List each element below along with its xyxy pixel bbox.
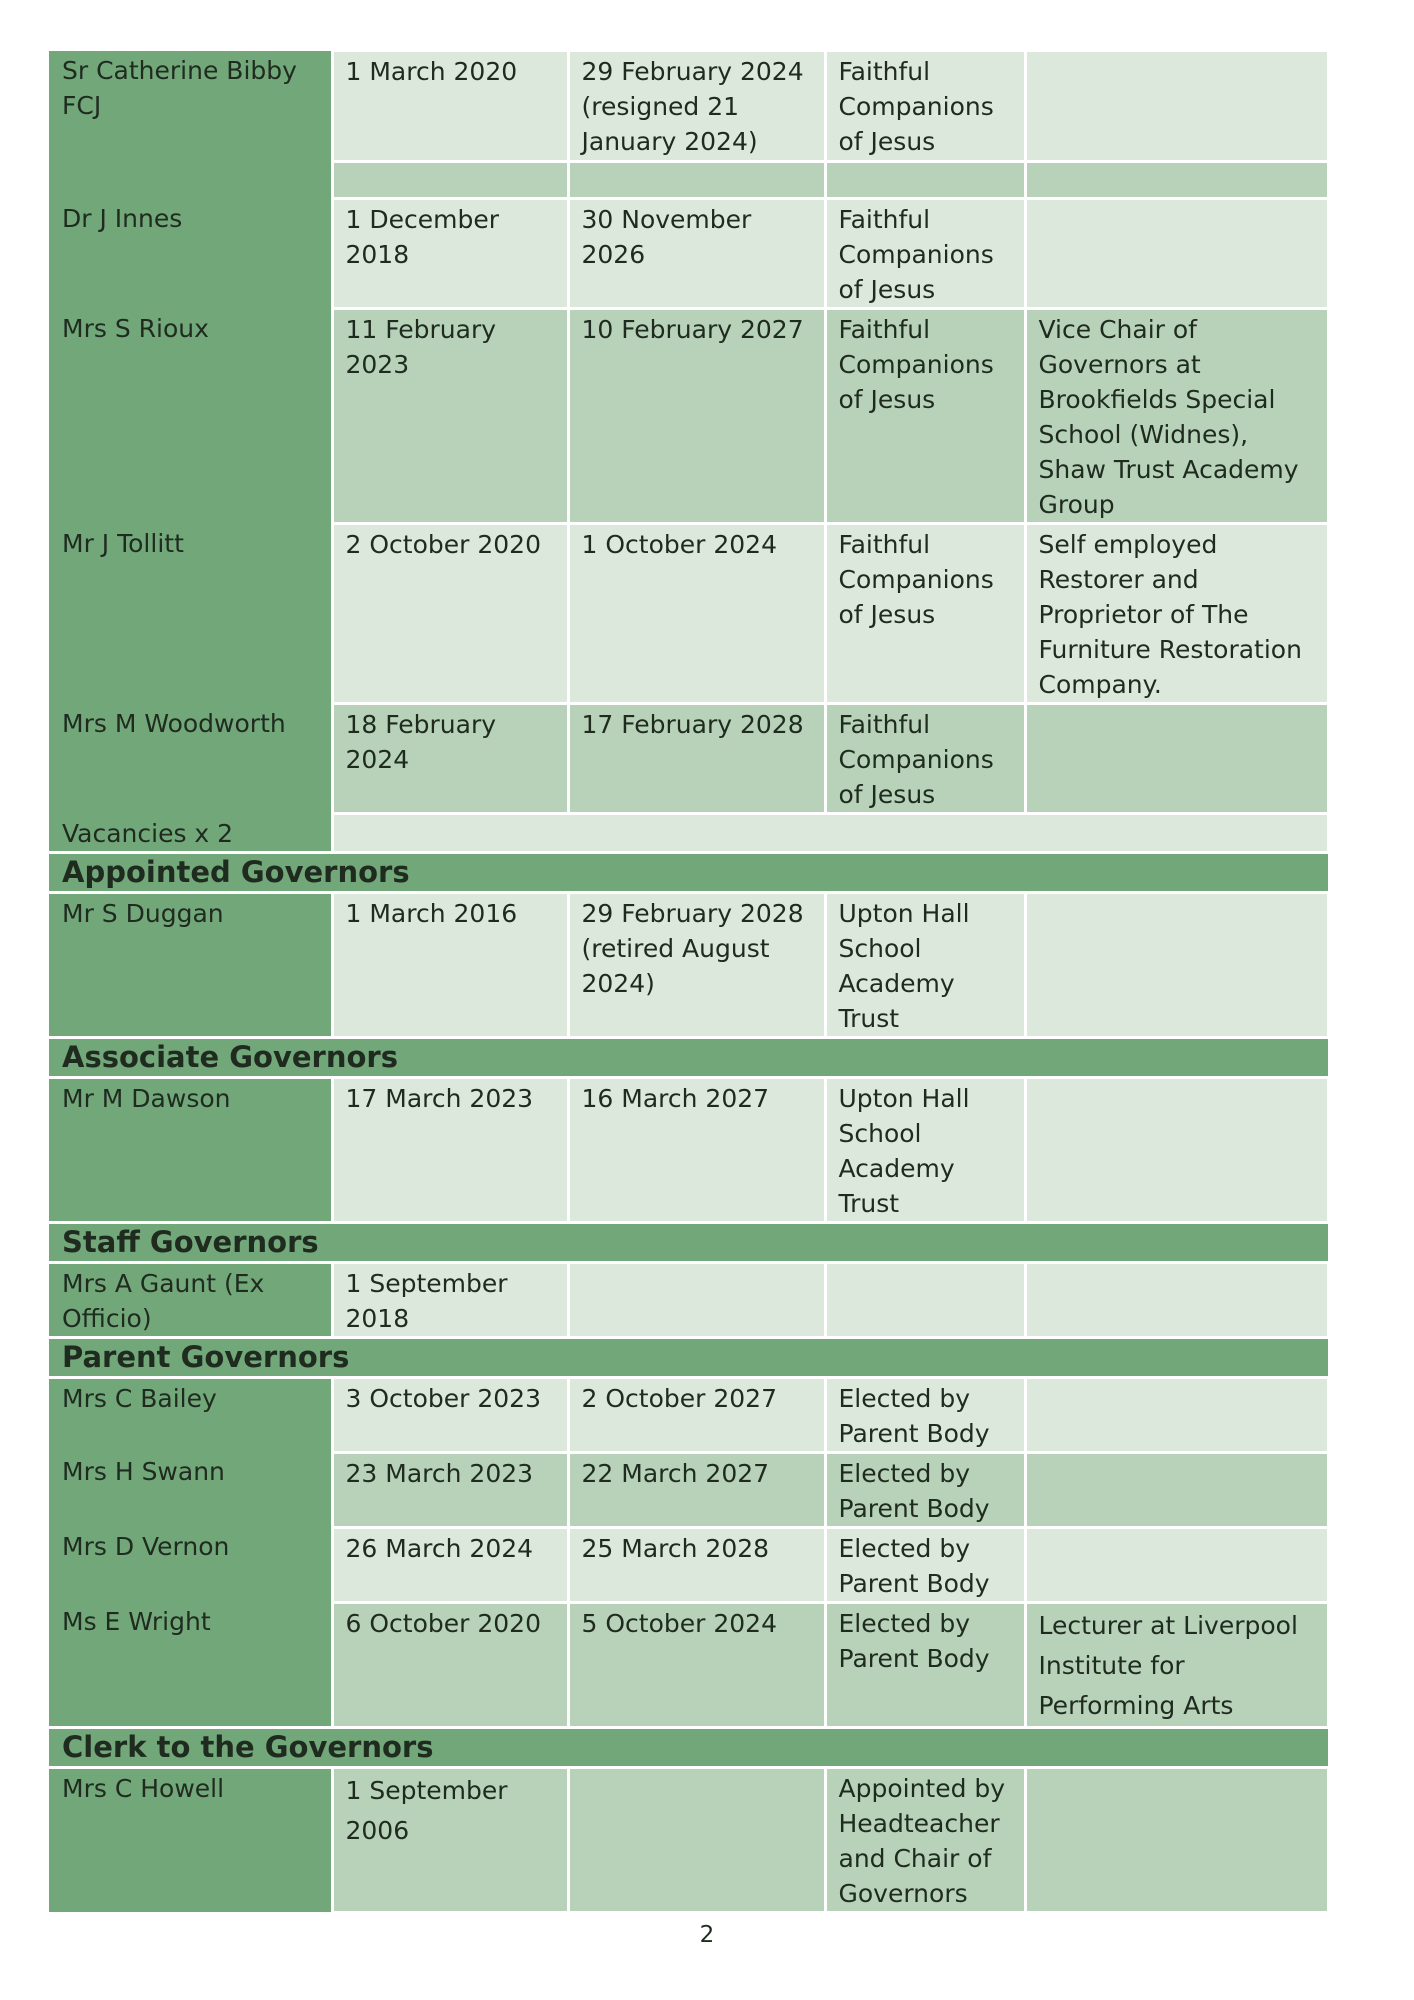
section-title: Parent Governors [49, 1337, 1328, 1377]
notes [1025, 51, 1328, 162]
governor-name: Mrs M Woodworth [49, 704, 332, 814]
table-row [49, 1262, 1328, 1337]
section-header-row [49, 852, 1328, 892]
governor-name: Vacancies x 2 [49, 814, 332, 853]
table-row [49, 1527, 1328, 1602]
governor-name: Mr M Dawson [49, 1077, 332, 1222]
term-start: 23 March 2023 [332, 1452, 568, 1527]
section-header-row [49, 1222, 1328, 1262]
governor-name: Mrs S Rioux [49, 309, 332, 524]
table-row [49, 814, 1328, 853]
section-title: Clerk to the Governors [49, 1727, 1328, 1767]
notes [1025, 199, 1328, 309]
notes: Self employed Restorer and Proprietor of The Furniture Restoration Company. [1025, 524, 1328, 704]
governors-table [49, 49, 1330, 1914]
appointed-by: Elected by Parent Body [825, 1602, 1025, 1727]
governor-name: Mrs A Gaunt (Ex Officio) [49, 1262, 332, 1337]
table-row [49, 1452, 1328, 1527]
notes [1025, 1452, 1328, 1527]
table-row [49, 892, 1328, 1037]
notes [1025, 1262, 1328, 1337]
table-row [49, 1602, 1328, 1727]
section-title: Associate Governors [49, 1037, 1328, 1077]
governor-name: Mrs C Howell [49, 1767, 332, 1912]
notes [1025, 162, 1328, 199]
section-header-row [49, 1037, 1328, 1077]
appointed-by: Upton Hall School Academy Trust [825, 892, 1025, 1037]
governor-name: Sr Catherine Bibby FCJ [49, 51, 332, 162]
governor-name: Dr J Innes [49, 199, 332, 309]
term-start: 6 October 2020 [332, 1602, 568, 1727]
term-start: 1 September 2018 [332, 1262, 568, 1337]
appointed-by: Faithful Companions of Jesus [825, 524, 1025, 704]
term-start: 1 September 2006 [332, 1767, 568, 1912]
term-end [568, 162, 825, 199]
section-title: Staff Governors [49, 1222, 1328, 1262]
notes [1025, 704, 1328, 814]
term-end: 25 March 2028 [568, 1527, 825, 1602]
appointed-by: Upton Hall School Academy Trust [825, 1077, 1025, 1222]
term-end: 10 February 2027 [568, 309, 825, 524]
governor-name: Ms E Wright [49, 1602, 332, 1727]
appointed-by: Elected by Parent Body [825, 1452, 1025, 1527]
term-end: 22 March 2027 [568, 1452, 825, 1527]
governor-name: Mrs C Bailey [49, 1377, 332, 1452]
term-start: 18 February 2024 [332, 704, 568, 814]
governor-name: Mrs D Vernon [49, 1527, 332, 1602]
notes [1025, 1767, 1328, 1912]
section-header-row [49, 1727, 1328, 1767]
table-row [49, 524, 1328, 704]
term-end: 29 February 2024 (resigned 21 January 2024) [568, 51, 825, 162]
appointed-by [825, 1262, 1025, 1337]
table-row [49, 704, 1328, 814]
governor-name: Mr S Duggan [49, 892, 332, 1037]
term-start: 1 December 2018 [332, 199, 568, 309]
appointed-by: Faithful Companions of Jesus [825, 309, 1025, 524]
term-start [332, 162, 568, 199]
table-row [49, 199, 1328, 309]
governor-name: Mrs H Swann [49, 1452, 332, 1527]
appointed-by: Elected by Parent Body [825, 1377, 1025, 1452]
term-end: 2 October 2027 [568, 1377, 825, 1452]
governor-name [49, 162, 332, 199]
notes: Vice Chair of Governors at Brookfields Special School (Widnes), Shaw Trust Academy Group [1025, 309, 1328, 524]
term-end [568, 1767, 825, 1912]
notes [1025, 892, 1328, 1037]
section-title: Appointed Governors [49, 852, 1328, 892]
page-number: 2 [699, 1922, 715, 1948]
term-end [568, 1262, 825, 1337]
term-end: 29 February 2028 (retired August 2024) [568, 892, 825, 1037]
term-start: 26 March 2024 [332, 1527, 568, 1602]
appointed-by: Faithful Companions of Jesus [825, 51, 1025, 162]
appointed-by: Faithful Companions of Jesus [825, 704, 1025, 814]
notes [1025, 1377, 1328, 1452]
term-end: 1 October 2024 [568, 524, 825, 704]
term-start: 17 March 2023 [332, 1077, 568, 1222]
term-start: 1 March 2020 [332, 51, 568, 162]
term-end: 17 February 2028 [568, 704, 825, 814]
section-header-row [49, 1337, 1328, 1377]
notes [1025, 1077, 1328, 1222]
appointed-by: Appointed by Headteacher and Chair of Governors [825, 1767, 1025, 1912]
term-start: 1 March 2016 [332, 892, 568, 1037]
appointed-by: Faithful Companions of Jesus [825, 199, 1025, 309]
governor-name: Mr J Tollitt [49, 524, 332, 704]
table-row [49, 1377, 1328, 1452]
term-end: 5 October 2024 [568, 1602, 825, 1727]
table-row [49, 162, 1328, 199]
vacancy-cell [332, 814, 1328, 853]
table-row [49, 51, 1328, 162]
term-start: 2 October 2020 [332, 524, 568, 704]
term-start: 11 February 2023 [332, 309, 568, 524]
notes: Lecturer at Liverpool Institute for Performing Arts [1025, 1602, 1328, 1727]
appointed-by [825, 162, 1025, 199]
term-end: 30 November 2026 [568, 199, 825, 309]
term-end: 16 March 2027 [568, 1077, 825, 1222]
table-row [49, 1767, 1328, 1912]
appointed-by: Elected by Parent Body [825, 1527, 1025, 1602]
notes [1025, 1527, 1328, 1602]
table-row [49, 1077, 1328, 1222]
table-row [49, 309, 1328, 524]
term-start: 3 October 2023 [332, 1377, 568, 1452]
